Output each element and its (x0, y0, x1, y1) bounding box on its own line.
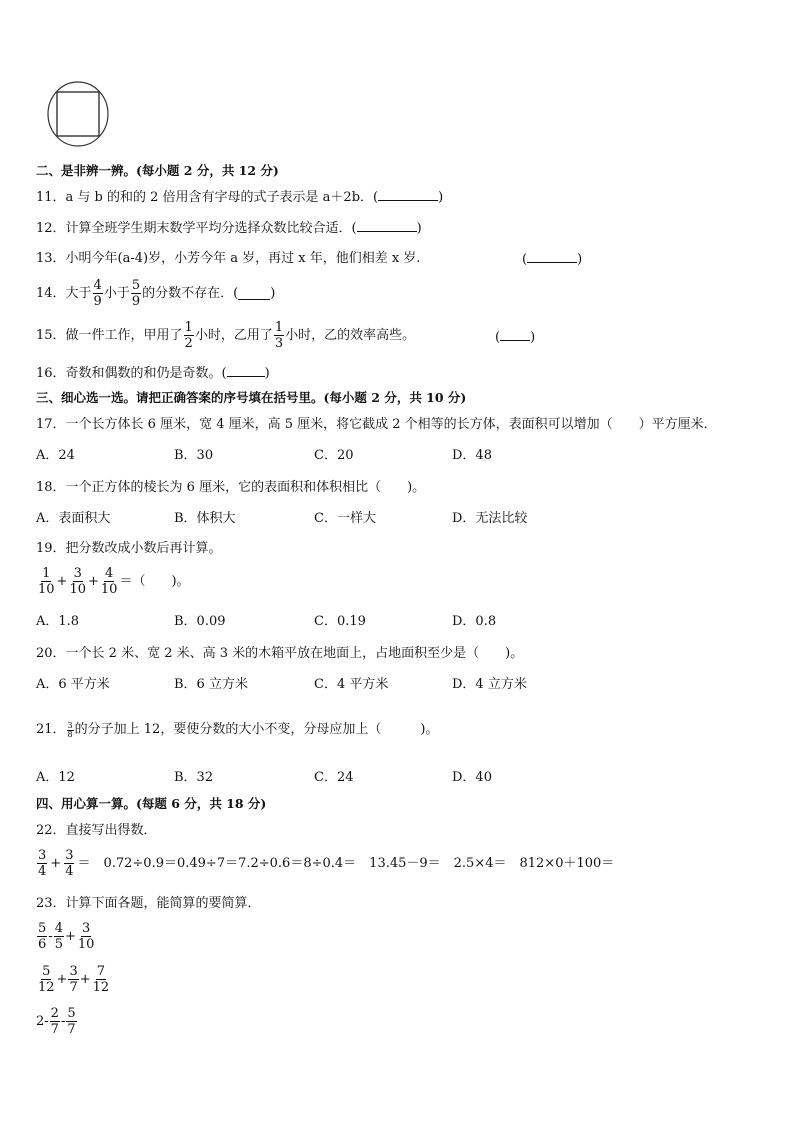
option-b[interactable]: B．30 (174, 448, 214, 463)
fraction: $\frac{1}{10}$ (38, 566, 55, 597)
option-a[interactable]: A．12 (36, 770, 75, 785)
figure-square (57, 92, 99, 136)
fraction: $\frac{7}{12}$ (92, 964, 110, 995)
fraction: $\frac{5}{9}$ (131, 278, 141, 309)
fraction: $\frac{3}{8}$ (67, 720, 73, 739)
question-15-answer: ( ) (495, 330, 536, 345)
fraction: $\frac{5}{7}$ (67, 1006, 76, 1037)
fraction: $\frac{3}{10}$ (69, 566, 86, 597)
option-a[interactable]: A．表面积大 (36, 511, 111, 526)
fraction: $\frac{1}{2}$ (184, 320, 193, 351)
question-13-answer: ( ) (522, 252, 583, 267)
option-c[interactable]: C．24 (314, 770, 354, 785)
option-d[interactable]: D．0.8 (452, 614, 497, 629)
question-17: 17．一个长方体长 6 厘米，宽 4 厘米，高 5 厘米，将它截成 2 个相等的长方体，表面积可以增加（ ）平方厘米． (36, 417, 717, 432)
answer-blank[interactable] (500, 328, 530, 341)
option-d[interactable]: D．4 立方米 (452, 677, 527, 692)
option-c[interactable]: C．0.19 (314, 614, 366, 629)
question-23-expression-1: $\frac{5}{6}$ - $\frac{4}{5}$ + $\frac{3}{10}$ (38, 921, 95, 952)
option-a[interactable]: A．24 (36, 448, 75, 463)
question-19: 19．把分数改成小数后再计算。 (36, 541, 222, 556)
fraction: $\frac{3}{4}$ (65, 848, 74, 879)
option-a[interactable]: A．1.8 (36, 614, 80, 629)
question-11: 11．a 与 b 的和的 2 倍用含有字母的式子表示是 a＋2b．( ) (36, 190, 444, 205)
section-4-heading: 四、用心算一算。(每题 6 分，共 18 分) (36, 796, 267, 811)
question-16: 16．奇数和偶数的和仍是奇数。( ) (36, 366, 270, 381)
option-d[interactable]: D．40 (452, 770, 492, 785)
question-18: 18．一个正方体的棱长为 6 厘米，它的表面积和体积相比（ )。 (36, 480, 426, 495)
question-20: 20．一个长 2 米、宽 2 米、高 3 米的木箱平放在地面上，占地面积至少是（ )。 (36, 646, 524, 661)
question-13: 13．小明今年(a-4)岁，小芳今年 a 岁，再过 x 年，他们相差 x 岁. (36, 251, 421, 266)
option-c[interactable]: C．4 平方米 (314, 677, 389, 692)
option-b[interactable]: B．0.09 (174, 614, 226, 629)
fraction: $\frac{3}{4}$ (38, 848, 47, 879)
question-23-expression-3: 2- $\frac{2}{7}$ - $\frac{5}{7}$ (36, 1006, 76, 1037)
question-12: 12．计算全班学生期末数学平均分选择众数比较合适．( ) (36, 221, 422, 236)
option-a[interactable]: A．6 平方米 (36, 677, 110, 692)
fraction: $\frac{5}{12}$ (38, 964, 55, 995)
option-b[interactable]: B．体积大 (174, 511, 236, 526)
answer-blank[interactable] (378, 188, 438, 201)
section-3-heading: 三、细心选一选。请把正确答案的序号填在括号里。(每小题 2 分，共 10 分) (36, 390, 467, 405)
circle-square-figure (46, 80, 110, 148)
fraction: $\frac{5}{6}$ (38, 921, 47, 952)
option-b[interactable]: B．6 立方米 (174, 677, 248, 692)
question-14: 14．大于 $\frac{4}{9}$ 小于 $\frac{5}{9}$ 的分数不存在．( ) (36, 278, 276, 309)
answer-blank[interactable] (357, 219, 417, 232)
option-b[interactable]: B．32 (174, 770, 214, 785)
answer-blank[interactable] (527, 250, 577, 263)
option-d[interactable]: D．无法比较 (452, 511, 528, 526)
question-15: 15．做一件工作，甲用了 $\frac{1}{2}$ 小时，乙用了 $\frac{1}{3}$ 小时，乙的效率高些。 (36, 320, 416, 351)
question-21: 21． $\frac{3}{8}$ 的分子加上 12，要使分数的大小不变，分母应加上（ )。 (36, 720, 439, 739)
fraction: $\frac{2}{7}$ (50, 1006, 59, 1037)
fraction: $\frac{3}{10}$ (77, 921, 95, 952)
section-2-heading: 二、是非辨一辨。(每小题 2 分，共 12 分) (36, 163, 279, 178)
question-22: 22．直接写出得数． (36, 823, 157, 838)
question-22-expressions: $\frac{3}{4}$ + $\frac{3}{4}$ ＝ 0.72÷0.9＝0.49÷7＝7.2÷0.6＝8÷0.4＝ 13.45－9＝ 2.5×4＝ 812×0＋100＝ (38, 848, 615, 879)
question-23: 23．计算下面各题，能简算的要简算． (36, 896, 261, 911)
fraction: $\frac{3}{7}$ (69, 964, 78, 995)
fraction: $\frac{4}{9}$ (93, 278, 102, 309)
question-19-expression: $\frac{1}{10}$ + $\frac{3}{10}$ + $\frac{4}{10}$ ＝（ )。 (38, 566, 190, 597)
option-c[interactable]: C．20 (314, 448, 354, 463)
fraction: $\frac{4}{5}$ (54, 921, 63, 952)
fraction: $\frac{4}{10}$ (100, 566, 118, 597)
option-c[interactable]: C．一样大 (314, 511, 376, 526)
answer-blank[interactable] (227, 364, 265, 377)
fraction: $\frac{1}{3}$ (274, 320, 284, 351)
question-23-expression-2: $\frac{5}{12}$ + $\frac{3}{7}$ + $\frac{7}{12}$ (38, 964, 110, 995)
answer-blank[interactable] (238, 287, 270, 300)
option-d[interactable]: D．48 (452, 448, 492, 463)
